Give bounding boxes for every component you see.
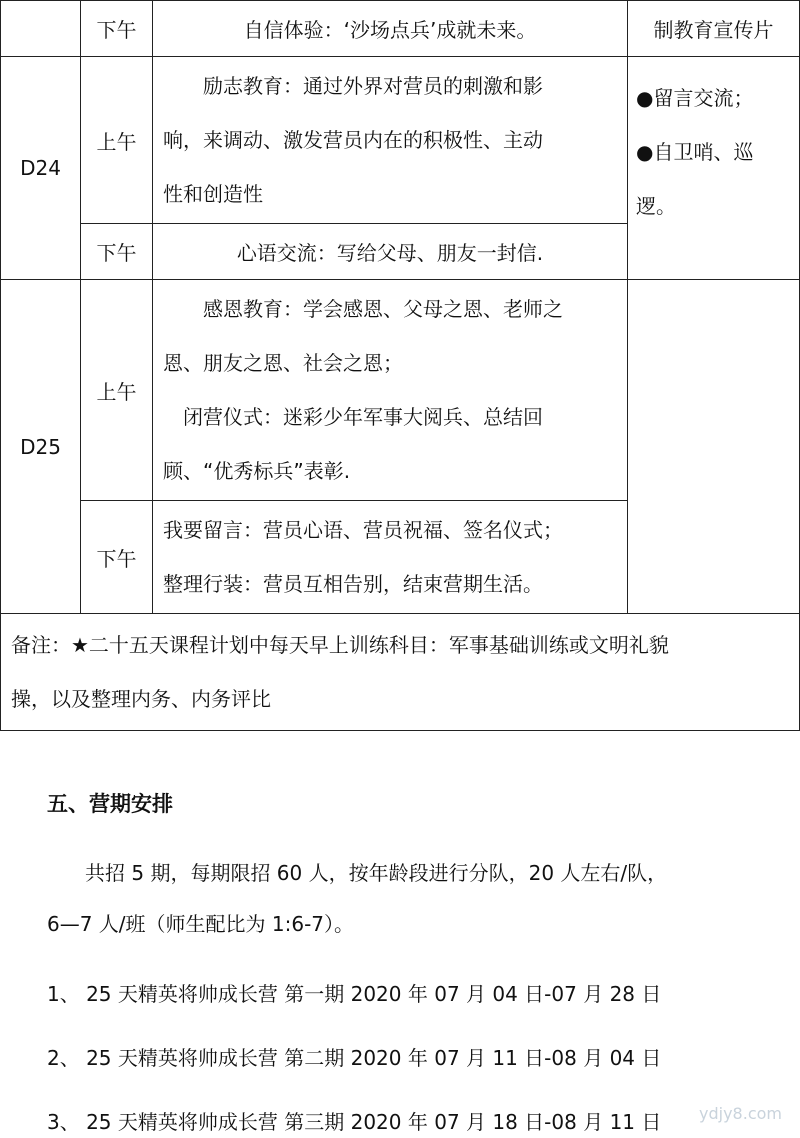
note-line: 备注：★二十五天课程计划中每天早上训练科目：军事基础训练或文明礼貌	[11, 633, 669, 657]
day-cell-empty	[1, 1, 81, 57]
section-paragraph	[47, 848, 767, 950]
content-line: 励志教育：通过外界对营员的刺激和影	[203, 74, 543, 98]
day-cell: D25	[1, 280, 81, 614]
list-item: 3、 25 天精英将帅成长营 第三期 2020 年 07 月 18 日-08 月 11 日	[47, 1110, 662, 1134]
content-line: 顾、“优秀标兵”表彰.	[163, 459, 351, 483]
content-line: 闭营仪式：迷彩少年军事大阅兵、总结回	[183, 405, 543, 429]
side-line: ●自卫哨、巡	[636, 140, 754, 164]
watermark: ydjy8.com	[699, 1104, 782, 1123]
period-cell: 上午	[81, 57, 153, 224]
note-cell	[1, 614, 800, 731]
period-cell: 下午	[81, 1, 153, 57]
side-line: 逻。	[636, 194, 676, 218]
content-cell	[153, 57, 628, 224]
table-row	[1, 57, 800, 224]
table-row	[1, 1, 800, 57]
paragraph-line: 共招 5 期，每期限招 60 人，按年龄段进行分队，20 人左右/队，	[85, 861, 668, 885]
side-cell-empty	[628, 280, 800, 614]
content-cell: 自信体验：‘沙场点兵’成就未来。	[153, 1, 628, 57]
content-line: 感恩教育：学会感恩、父母之恩、老师之	[203, 297, 563, 321]
side-cell	[628, 57, 800, 280]
period-cell: 下午	[81, 501, 153, 614]
content-cell: 心语交流：写给父母、朋友一封信.	[153, 224, 628, 280]
period-cell: 下午	[81, 224, 153, 280]
content-line: 响，来调动、激发营员内在的积极性、主动	[163, 128, 543, 152]
content-line: 我要留言：营员心语、营员祝福、签名仪式；	[163, 518, 563, 542]
content-cell	[153, 280, 628, 501]
table-row	[1, 280, 800, 501]
paragraph-line: 6—7 人/班（师生配比为 1:6-7）。	[47, 912, 355, 936]
note-line: 操，以及整理内务、内务评比	[11, 687, 271, 711]
content-line: 整理行装：营员互相告别，结束营期生活。	[163, 572, 543, 596]
side-cell: 制教育宣传片	[628, 1, 800, 57]
side-line: ●留言交流；	[636, 86, 754, 110]
period-cell: 上午	[81, 280, 153, 501]
section-title: 五、营期安排	[47, 792, 173, 816]
content-line: 性和创造性	[163, 182, 263, 206]
day-cell: D24	[1, 57, 81, 280]
table-row	[1, 614, 800, 731]
content-cell	[153, 501, 628, 614]
list-item: 2、 25 天精英将帅成长营 第二期 2020 年 07 月 11 日-08 月 04 日	[47, 1046, 662, 1070]
list-item: 1、 25 天精英将帅成长营 第一期 2020 年 07 月 04 日-07 月 28 日	[47, 982, 662, 1006]
content-line: 恩、朋友之恩、社会之恩；	[163, 351, 403, 375]
